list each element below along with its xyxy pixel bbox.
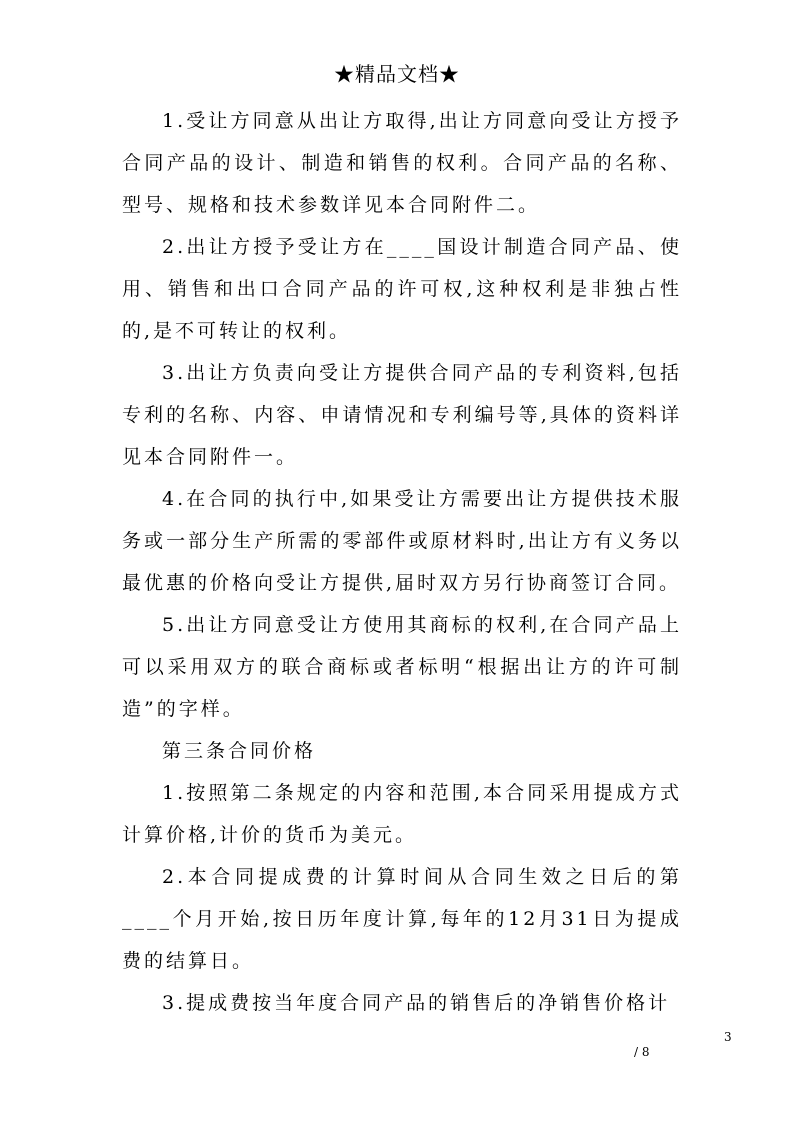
clause-paragraph: 1.按照第二条规定的内容和范围,本合同采用提成方式计算价格,计价的货币为美元。 [122, 782, 682, 846]
document-body [122, 100, 682, 1024]
clause-paragraph: 1.受让方同意从出让方取得,出让方同意向受让方授予合同产品的设计、制造和销售的权利。合同产品的名称、型号、规格和技术参数详见本合同附件二。 [122, 110, 682, 216]
clause-paragraph: 2.本合同提成费的计算时间从合同生效之日后的第____个月开始,按日历年度计算,每年的12月31日为提成费的结算日。 [122, 866, 682, 972]
document-header: ★精品文档★ [334, 62, 460, 86]
clause-paragraph: 3.提成费按当年度合同产品的销售后的净销售价格计 [162, 992, 671, 1014]
section-heading: 第三条合同价格 [162, 740, 317, 762]
page-number: 3 [724, 1030, 732, 1044]
clause-paragraph: 4.在合同的执行中,如果受让方需要出让方提供技术服务或一部分生产所需的零部件或原材料时,出让方有义务以最优惠的价格向受让方提供,届时双方另行协商签订合同。 [122, 488, 682, 594]
clause-paragraph: 3.出让方负责向受让方提供合同产品的专利资料,包括专利的名称、内容、申请情况和专利编号等,具体的资料详见本合同附件一。 [122, 362, 682, 468]
clause-paragraph: 2.出让方授予受让方在____国设计制造合同产品、使用、销售和出口合同产品的许可权,这种权利是非独占性的,是不可转让的权利。 [122, 236, 682, 342]
clause-paragraph: 5.出让方同意受让方使用其商标的权利,在合同产品上可以采用双方的联合商标或者标明“根据出让方的许可制造”的字样。 [122, 614, 682, 720]
page-total: / 8 [634, 1045, 650, 1059]
